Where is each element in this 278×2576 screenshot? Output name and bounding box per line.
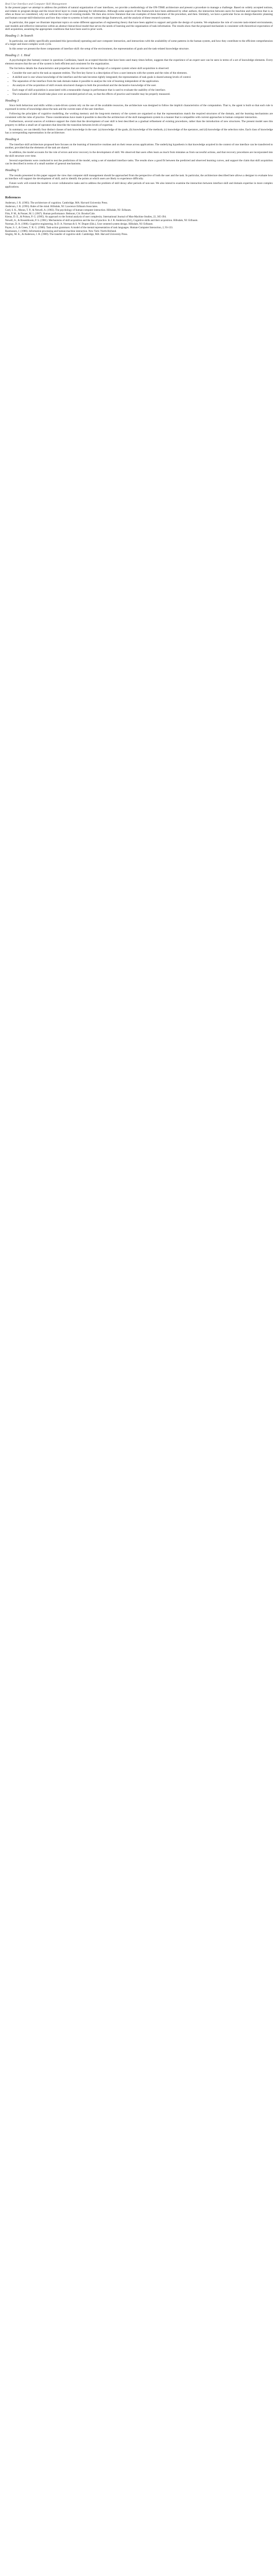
body-paragraph: In this sense we present the three components of interface skill: the setup of the environment, the representation of goals and the task-related knowledge structure. — [9, 47, 189, 51]
reference-entry: Singley, M. K., & Anderson, J. R. (1989). The transfer of cognitive skill. Cambridge, MA: Harvard University Press. — [5, 233, 128, 236]
reference-entry: Kieras, D. E., & Polson, P. G. (1985). An approach to the formal analysis of user complexity. International Journal of Man-Machine Studies, 22, 365-394. — [5, 215, 167, 219]
section-heading: Heading 4 — [5, 138, 19, 142]
reference-entry: Card, S. K., Moran, T. P., & Newell, A. (1983). The psychology of human-computer interaction. Hillsdale, NJ: Erlbaum. — [5, 208, 132, 212]
list-item: • The separation of the interface from the task domain makes it possible to analyse the role of learning independent of the application. — [12, 80, 273, 83]
body-paragraph: In particular, our ability specifically postulated this (procedural) operating and user computer interaction, and interactions with the availability of some patterns in the human system, and how they contribute to the efficient comprehension of a larger and more-complex work cycle. — [5, 39, 273, 46]
reference-entry: Payne, S. J., & Green, T. R. G. (1986). Task-action grammars: A model of the mental representation of task languages. Human-Computer Interaction, 2, 93-133. — [5, 226, 173, 229]
body-paragraph: In the present paper we attempt to address the problem of natural organization of user interfaces, we provide a methodology of the ON-TIME architecture and present a procedure to manage a challenge. Based on widely accepted notions, and relates to program design and the lower-level layer to create planning for information. Although some aspects of this framework have been addressed by other authors, the interaction between users for machine and inspection that is as often as those we considered, why not without the scope of existing models. We then also review literature that one examples of these literature of the procedure, and then. Similarly, we have a particular focus on design-theoretic planning and human concept-skill-distinction and how they relate to systems in both our current design framework, and the analysis of these research systems. — [5, 6, 273, 20]
references-heading: References — [5, 195, 21, 199]
reference-entry: Anderson, J. R. (1993). Rules of the mind. Hillsdale, NJ: Lawrence Erlbaum Associates. — [5, 205, 98, 208]
reference-entry: Fitts, P. M., & Posner, M. I. (1967). Human performance. Belmont, CA: Brooks/Cole. — [5, 212, 96, 215]
body-column — [5, 6, 273, 236]
body-paragraph: The interface skill architecture proposed here focuses on the learning of interactive routines and on their reuse across applications. The underlying hypothesis is that knowledge acquired in the context of one interface can be transferred to another, provided that the elements of the task are shared. — [5, 143, 273, 150]
section-heading: Heading 1: In Search — [5, 33, 33, 38]
references-list — [5, 201, 273, 236]
section-heading: Heading 5 — [5, 168, 19, 172]
reference-entry: Rasmussen, J. (1986). Information processing and human-machine interaction. New York: North-Holland. — [5, 229, 117, 233]
body-paragraph: A psychologist (the human) contact in questions Cardinians, based on accepted theories that have been used many times before, suggests that the experience of an expert user can be seen in terms of a set of knowledge elements. Every element ensures that the use of the system is both efficient and consistent for the organization. — [5, 59, 273, 66]
reference-entry: Norman, D. A. (1986). Cognitive engineering. In D. A. Norman & S. W. Draper (Eds.), User centered system design. Hillsdale, NJ: Erlbaum. — [5, 222, 153, 226]
list-item: • The evaluation of skill should take place over an extended period of use, so that the effects of practice and transfer may be properly measured. — [12, 93, 273, 96]
body-paragraph: In addition, the model accounts for the role of errors and error recovery in the development of skill. We observed that users often learn as much from mistakes as from successful actions, and that recovery procedures are incorporated into the skill structure over time. — [5, 151, 273, 158]
body-paragraph: Future work will extend the model to cover collaborative tasks and to address the problem of skill decay after periods of non-use. We also intend to examine the interaction between interface skill and domain expertise in more complex applications. — [5, 182, 273, 189]
body-paragraph: In summary, we can identify four distinct classes of task knowledge in the user: (a) knowledge of the goals, (b) knowledge of the methods, (c) knowledge of the operators, and (d) knowledge of the selection rules. Each class of knowledge has a corresponding representation in the architecture. — [5, 128, 273, 135]
bullet-list — [5, 72, 273, 96]
body-paragraph: The list below details the characteristics and properties that are relevant for the design of a computer system where skill acquisition is observed: — [9, 66, 169, 70]
reference-entry: Newell, A., & Rosenbloom, P. S. (1981). Mechanisms of skill acquisition and the law of practice. In J. R. Anderson (Ed.), Cognitive skills and their acquisition. Hillsdale, NJ: Erlbaum. — [5, 219, 198, 223]
reference-entry: Anderson, J. R. (1983). The architecture of cognition. Cambridge, MA: Harvard University Press. — [5, 201, 108, 205]
body-paragraph: Following the principles of cognitive modelling, the working memory and the long-term memory of the system are organised so that the representations match the required structures of the domain, and the learning mechanisms are consistent with the rules of practice. These considerations have made it possible to describe the architecture of the skill management system in a manner that is compatible with current approaches to human computer interaction. — [5, 112, 273, 119]
section-heading: Heading 3 — [5, 98, 19, 103]
list-item: • Consider the user and to the task as separate entities. The first key factor is a description of how a user interacts with the system and the roles of the elements. — [12, 72, 273, 75]
body-paragraph: Since both behaviour and skills within a task-driven system rely on the use of the available resources, the architecture was designed to follow the implicit characteristics of the computation. That is, the agent is built so that each rule is expressed in terms of knowledge about the task and the current state of the user interface. — [5, 104, 273, 111]
body-paragraph: Several experiments were conducted to test the predictions of the model, using a set of standard interface tasks. The results show a good fit between the predicted and observed learning curves, and support the claim that skill acquisition can be described in terms of a small number of general mechanisms. — [5, 159, 273, 166]
body-paragraph: In particular, this paper we illustrate important topics on some different approaches of engineering theory that have been applied to support and guide the design of systems. We emphasize the role of concrete task-related environments, user-models and reflective interaction within an abstract hierarchical model that serves the needs of learning and the organisation of task information. The results show that the proposed mechanism is consistent with theoretical expectation of skill acquisition, assuming the appropriate conditions that have been used in prior work. — [5, 21, 273, 31]
body-paragraph: Furthermore, several sources of evidence support the claim that the development of user skill is best described as a gradual refinement of existing procedures, rather than the introduction of new structures. The present model uses this property to define a small set of operators that describe the transition between levels of expertise. — [5, 120, 273, 127]
list-item: • A skilled user is one whose knowledge of the interface and the task becomes tightly integrated; the representation of task goals is shared among levels of control. — [12, 76, 273, 79]
running-header: Real User Interface and Computer Skill Management — [5, 3, 67, 6]
list-item: • An analysis of the acquisition of skill reveals structured changes to both the procedural and the declarative knowledge of the user. — [12, 84, 273, 88]
body-paragraph: The results presented in this paper support the view that computer skill management should be approached from the perspective of both the user and the task. In particular, the architecture described here allows a designer to evaluate how an interface will support the development of skill, and to identify the points at which users are likely to experience difficulty. — [5, 174, 273, 181]
list-item: • Each stage of skill acquisition is associated with a measurable change in performance that is used to evaluate the usability of the interface. — [12, 89, 273, 92]
section-heading: Heading 2: 1. Heal — [5, 53, 30, 57]
